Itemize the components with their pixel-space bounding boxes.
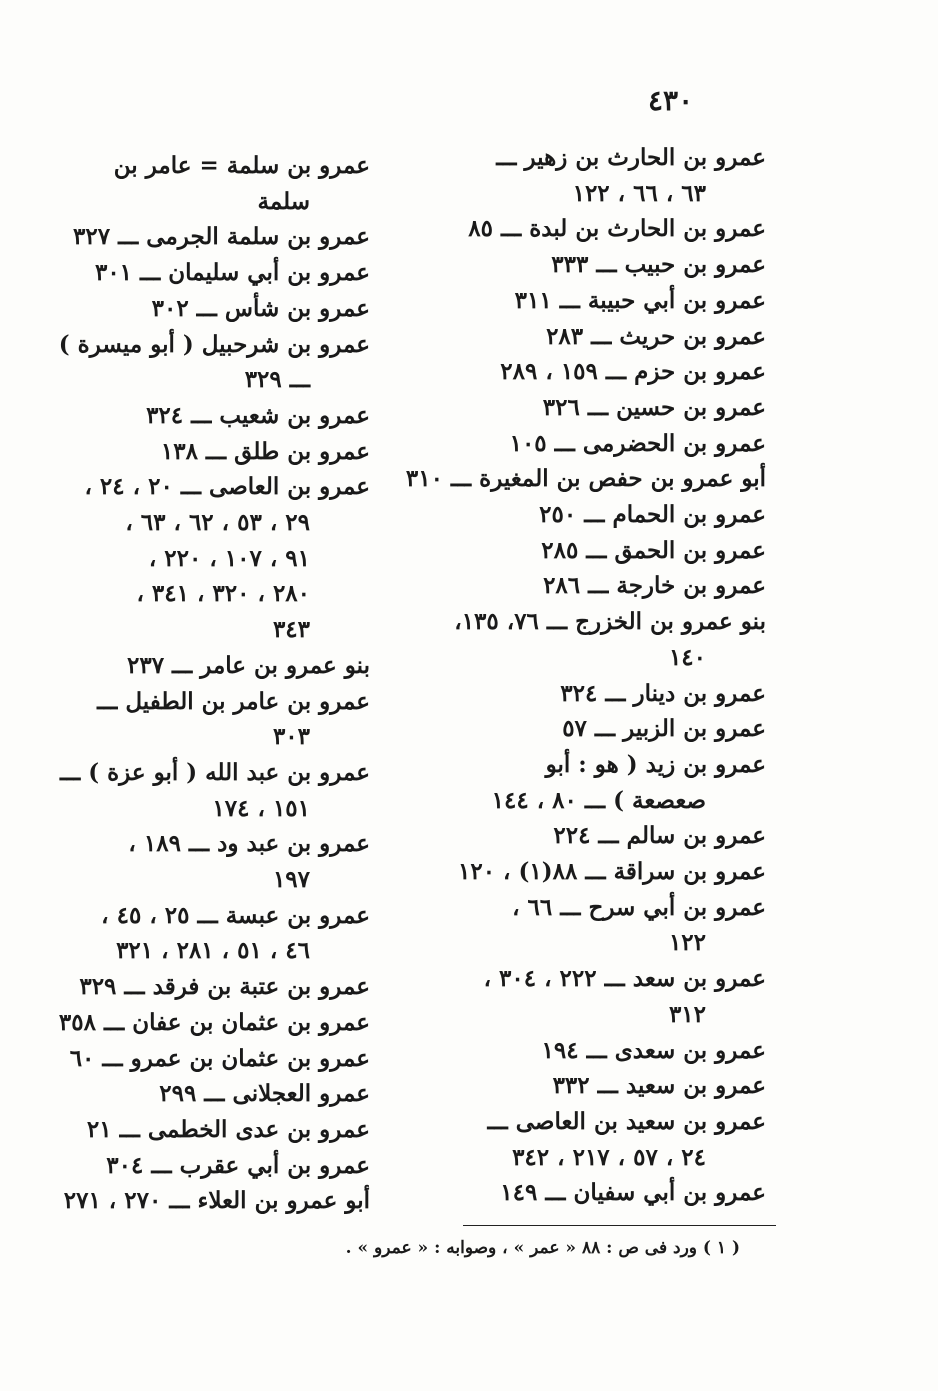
index-entry-continuation: ١٢٢ [668,929,706,957]
index-entry [436,319,766,355]
index-entry-line: عمرو بن عبد الله ( أبو عزة ) ـــ [60,758,370,786]
index-entry [70,255,370,291]
footnote-divider [463,1225,776,1226]
index-entry-line: عمرو بن عتبة بن فرقد ـــ ٣٢٩ [79,973,370,1001]
index-entry [70,648,370,684]
index-entry-continuation: صعصعة ) ـــ ٨٠ ، ١٤٤ [491,786,706,814]
index-entry-line: عمرو بن دينار ـــ ٣٢٤ [560,679,766,707]
index-entry-line: عمرو بن أبي عقرب ـــ ٣٠٤ [106,1151,370,1179]
index-entry-line: عمرو بن سالم ـــ ٢٢٤ [553,822,766,850]
index-entry [436,211,766,247]
index-entry [436,1104,766,1175]
index-entry-line: عمرو بن حبيب ـــ ٣٣٣ [551,251,766,279]
index-entry-line: عمرو بن سعيد بن العاصى ـــ [487,1107,766,1135]
index-entry [436,854,766,890]
index-entry-line: عمرو العجلانى ـــ ٢٩٩ [159,1080,370,1108]
index-entry-continuation: ٩١ ، ١٠٧ ، ٢٢٠ ، [148,544,310,572]
index-entry [436,1068,766,1104]
index-entry-line: عمرو بن عثمان بن عفان ـــ ٣٥٨ [58,1008,370,1036]
index-entry-continuation: ٢٨٠ ، ٣٢٠ ، ٣٤١ ، [136,580,310,608]
footnote: ( ١ ) ورد فى ص : ٨٨ « عمر » ، وصوابه : « عمرو » . [345,1238,740,1258]
index-entry-line: عمرو بن حزم ـــ ١٥٩ ، ٢٨٩ [500,358,766,386]
index-entry [70,1076,370,1112]
index-entry [436,533,766,569]
index-entry-line: عمرو بن عبسة ـــ ٢٥ ، ٤٥ ، [101,901,370,929]
index-entry [405,461,766,497]
index-entry [70,219,370,255]
index-entry [63,1183,370,1219]
index-entry-line: بنو عمرو بن عامر ـــ ٢٣٧ [126,651,370,679]
index-entry [436,497,766,533]
index-entry-line: عمرو بن زيد ( هو : أبو [545,750,766,778]
index-entry-continuation: ٢٤ ، ٥٧ ، ٢١٧ ، ٣٤٢ [512,1143,706,1171]
index-entry-line: عمرو بن سراقة ـــ ٨٨(١) ، ١٢٠ [457,858,766,886]
index-entry-line: عمرو بن شرحبيل ( أبو ميسرة ) [58,330,370,358]
index-entry-line: عمرو بن سلمة = عامر بن [113,152,370,179]
index-entry-continuation: ٤٦ ، ٥١ ، ٢٨١ ، ٣٢١ [116,937,310,965]
index-entry [436,390,766,426]
index-entry-line: عمرو بن أبي سليمان ـــ ٣٠١ [94,259,370,287]
index-entry-continuation: ١٥١ ، ١٧٤ [212,794,310,822]
index-entry-line: عمرو بن عدى الخطمى ـــ ٢١ [86,1115,370,1143]
index-entry [436,1033,766,1069]
index-entry-line: أبو عمرو بن حفص بن المغيرة ـــ ٣١٠ [405,465,766,493]
index-entry-line: عمرو بن الزبير ـــ ٥٧ [562,715,766,743]
index-column-right [405,140,766,1211]
index-entry-line: عمرو بن خارجة ـــ ٢٨٦ [543,572,766,600]
index-entry [436,283,766,319]
index-entry-line: عمرو بن شأس ـــ ٣٠٢ [151,294,370,322]
index-entry-continuation: ٣١٢ [668,1000,706,1028]
index-entry-continuation: ٣٠٣ [272,723,310,751]
index-entry-line: عمرو بن سعدى ـــ ١٩٤ [541,1036,766,1064]
index-entry-line: عمرو بن أبي سفيان ـــ ١٤٩ [500,1179,766,1207]
index-entry-line: عمرو بن الحمق ـــ ٢٨٥ [541,536,766,564]
index-entry [70,684,370,755]
index-entry [70,291,370,327]
index-entry [436,890,766,961]
index-entry-line: بنو عمرو بن الخزرج ـــ ٧٦، ١٣٥، [454,608,766,636]
index-entry-continuation: ٣٤٣ [272,616,310,644]
index-entry [436,747,766,818]
index-entry [436,426,766,462]
page-number: ٤٣٠ [648,84,694,117]
index-entry [436,711,766,747]
index-entry [58,327,370,398]
index-entry-line: عمرو بن شعيب ـــ ٣٢٤ [146,401,370,429]
index-entry [70,434,370,470]
index-entry [436,604,766,675]
index-entry [60,755,370,826]
index-entry-continuation: سلمة [257,187,310,215]
index-entry-line: عمرو بن العاصى ـــ ٢٠ ، ٢٤ ، [84,473,370,501]
index-entry [70,1148,370,1184]
index-entry [436,818,766,854]
index-entry [70,969,370,1005]
index-entry-line: عمرو بن طلق ـــ ١٣٨ [160,437,370,465]
index-entry [436,961,766,1032]
index-entry-line: عمرو بن سعد ـــ ٢٢٢ ، ٣٠٤ ، [483,965,766,993]
index-entry-continuation: ٦٣ ، ٦٦ ، ١٢٢ [572,179,706,207]
index-entry [70,1041,370,1077]
index-entry [70,898,370,969]
index-entry [436,676,766,712]
index-entry [436,140,766,211]
index-entry [70,398,370,434]
index-entry-line: عمرو بن عبد ود ـــ ١٨٩ ، [128,830,370,858]
index-entry [70,148,370,219]
index-entry-line: عمرو بن أبي حبيبة ـــ ٣١١ [514,286,766,314]
index-entry-line: عمرو بن أبي سرح ـــ ٦٦ ، [512,893,766,921]
index-entry-line: عمرو بن عامر بن الطفيل ـــ [97,687,370,715]
index-column-left [58,148,370,1219]
index-entry [436,1175,766,1211]
index-entry [70,826,370,897]
index-entry-line: عمرو بن الحمام ـــ ٢٥٠ [539,501,766,529]
index-entry [436,247,766,283]
index-entry-line: عمرو بن الحارث بن زهير ـــ [496,144,766,171]
index-entry-line: عمرو بن حسين ـــ ٣٢٦ [542,393,766,421]
index-entry-line: أبو عمرو بن العلاء ـــ ٢٧٠ ، ٢٧١ [63,1187,370,1215]
index-entry-line: عمرو بن عثمان بن عمرو ـــ ٦٠ [69,1044,370,1072]
index-entry-continuation: ١٤٠ [668,643,706,671]
index-entry [70,1112,370,1148]
index-entry-continuation: ١٩٧ [272,866,310,894]
index-entry-line: عمرو بن سلمة الجرمى ـــ ٣٢٧ [73,223,370,251]
index-entry-line: عمرو بن الحضرمى ـــ ١٠٥ [509,429,766,457]
index-entry [58,1005,370,1041]
index-entry [436,354,766,390]
index-entry-line: عمرو بن سعيد ـــ ٣٣٢ [552,1072,766,1100]
index-entry-line: عمرو بن الحارث بن لبدة ـــ ٨٥ [468,215,766,243]
index-entry-line: عمرو بن حريث ـــ ٢٨٣ [546,322,766,350]
index-entry-continuation: ـــ ٣٢٩ [244,366,310,394]
index-entry [70,469,370,648]
index-entry [436,568,766,604]
index-entry-continuation: ٢٩ ، ٥٣ ، ٦٢ ، ٦٣ ، [125,509,310,537]
